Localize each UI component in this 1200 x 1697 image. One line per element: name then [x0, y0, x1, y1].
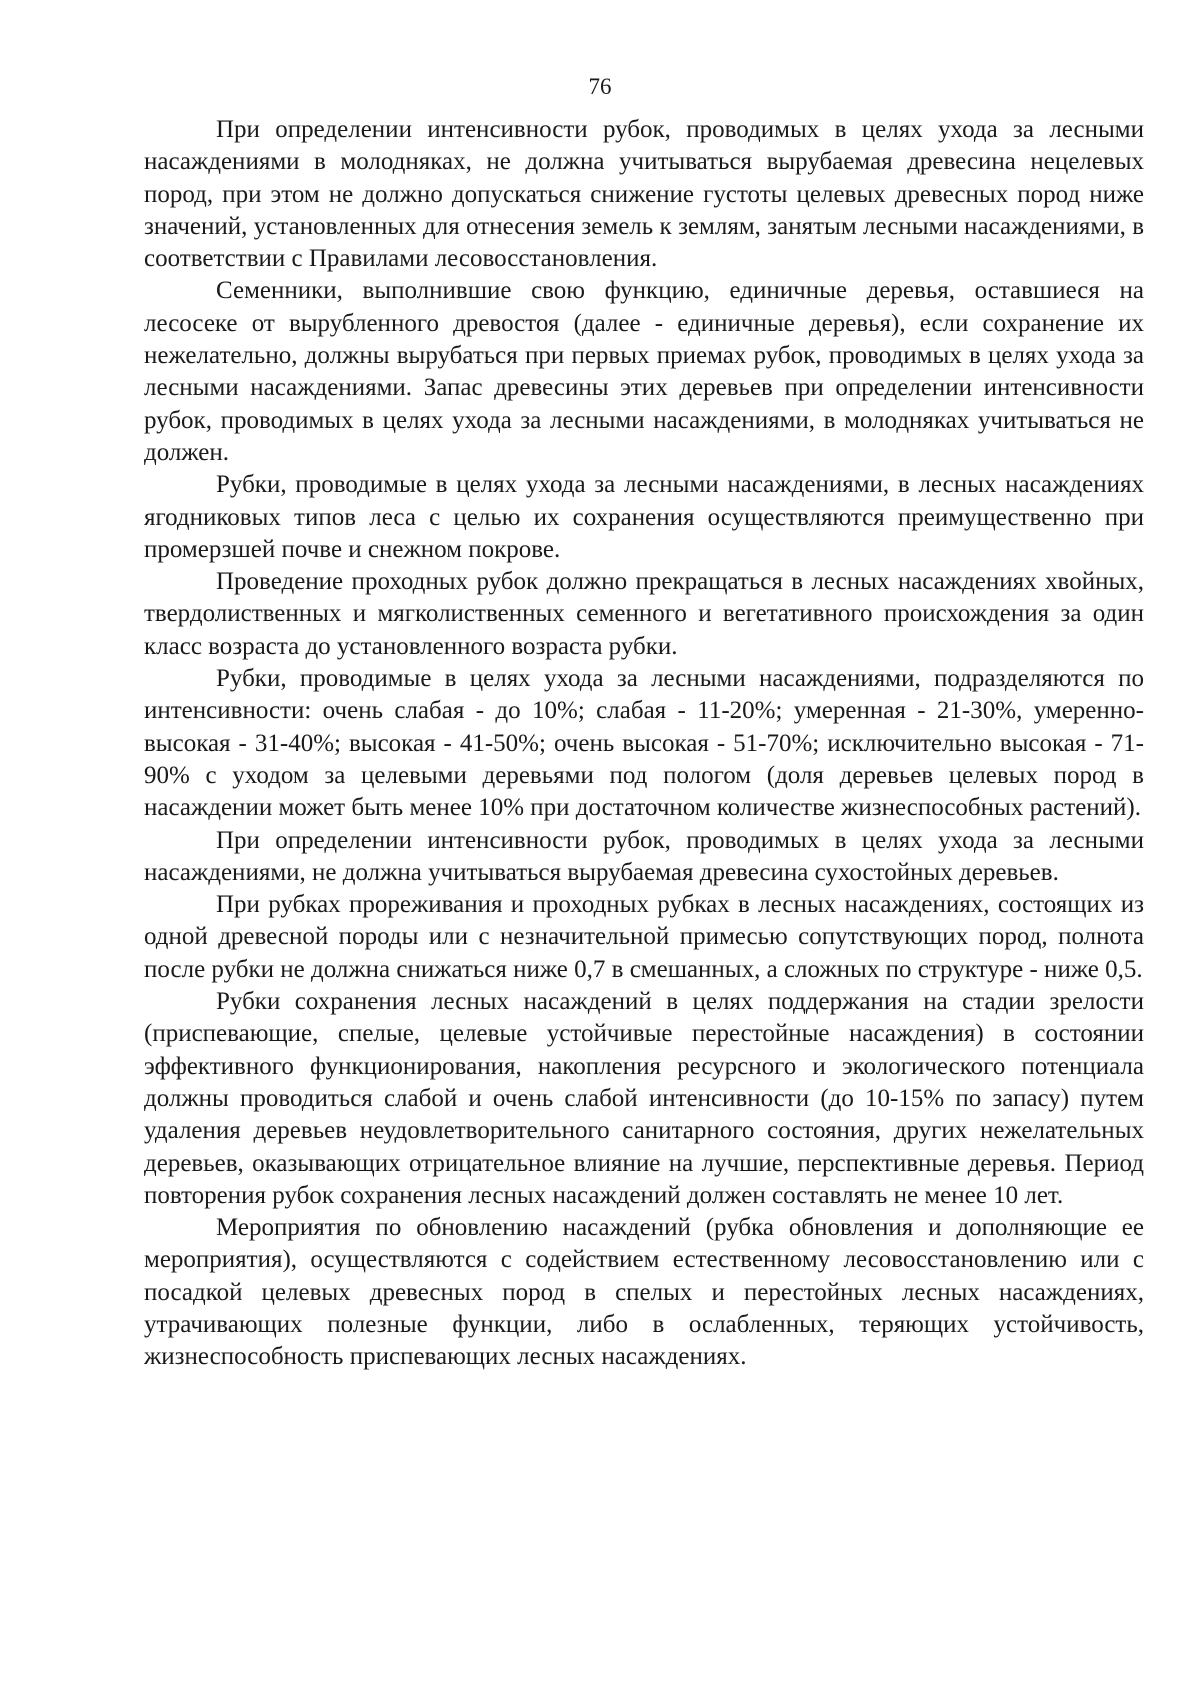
- paragraph-preservation-cuttings: Рубки сохранения лесных насаждений в целях поддержания на стадии зрелости (приспевающие, спелые, целевые устойчивые перестойные насаждения) в состоянии эффективного функционирования, накопления ресурсного и экологического потенциала должны проводиться слабой и очень слабой интенсивности (до 10-15% по запасу) путем удаления деревьев неудовлетворительного санитарного состояния, других нежелательных деревьев, оказывающих отрицательное влияние на лучшие, перспективные деревья. Период повторения рубок сохранения лесных насаждений должен составлять не менее 10 лет.: [144, 988, 1144, 1209]
- body-text: [144, 114, 1144, 1374]
- paragraph-intensity-classes: Рубки, проводимые в целях ухода за лесными насаждениями, подразделяются по интенсивности: очень слабая - до 10%; слабая - 11-20%; умеренная - 21-30%, умеренно-высокая - 31-40%; высокая - 41-50%; очень высокая - 51-70%; исключительно высокая - 71-90% с уходом за целевыми деревьями под пологом (доля деревьев целевых пород в насаждении может быть менее 10% при достаточном количестве жизнеспособных растений).: [144, 665, 1144, 822]
- paragraph-stand-density: При рубках прореживания и проходных рубках в лесных насаждениях, состоящих из одной древесной породы или с незначительной примесью сопутствующих пород, полнота после рубки не должна снижаться ниже 0,7 в смешанных, а сложных по структуре - ниже 0,5.: [144, 891, 1144, 983]
- paragraph-passage-cuttings: Проведение проходных рубок должно прекращаться в лесных насаждениях хвойных, твердолиственных и мягколиственных семенного и вегетативного происхождения за один класс возраста до установленного возраста рубки.: [144, 568, 1144, 660]
- paragraph-dead-trees: При определении интенсивности рубок, проводимых в целях ухода за лесными насаждениями, не должна учитываться вырубаемая древесина сухостойных деревьев.: [144, 826, 1144, 886]
- paragraph-berry-forest-types: Рубки, проводимые в целях ухода за лесными насаждениями, в лесных насаждениях ягодниковых типов леса с целью их сохранения осуществляются преимущественно при промерзшей почве и снежном покрове.: [144, 471, 1144, 563]
- paragraph-renewal-measures: Мероприятия по обновлению насаждений (рубка обновления и дополняющие ее мероприятия), осуществляются с содействием естественному лесовосстановлению или с посадкой целевых древесных пород в спелых и перестойных лесных насаждениях, утрачивающих полезные функции, либо в ослабленных, теряющих устойчивость, жизнеспособность приспевающих лесных насаждениях.: [144, 1214, 1144, 1371]
- page-number: 76: [588, 74, 612, 99]
- paragraph-seed-trees: Семенники, выполнившие свою функцию, единичные деревья, оставшиеся на лесосеке от вырубленного древостоя (далее - единичные деревья), если сохранение их нежелательно, должны вырубаться при первых приемах рубок, проводимых в целях ухода за лесными насаждениями. Запас древесины этих деревьев при определении интенсивности рубок, проводимых в целях ухода за лесными насаждениями, в молодняках учитываться не должен.: [144, 277, 1144, 466]
- paragraph-thinning-intensity-young-stands: При определении интенсивности рубок, проводимых в целях ухода за лесными насаждениями в молодняках, не должна учитываться вырубаемая древесина нецелевых пород, при этом не должно допускаться снижение густоты целевых древесных пород ниже значений, установленных для отнесения земель к землям, занятым лесными насаждениями, в соответствии с Правилами лесовосстановления.: [144, 116, 1144, 273]
